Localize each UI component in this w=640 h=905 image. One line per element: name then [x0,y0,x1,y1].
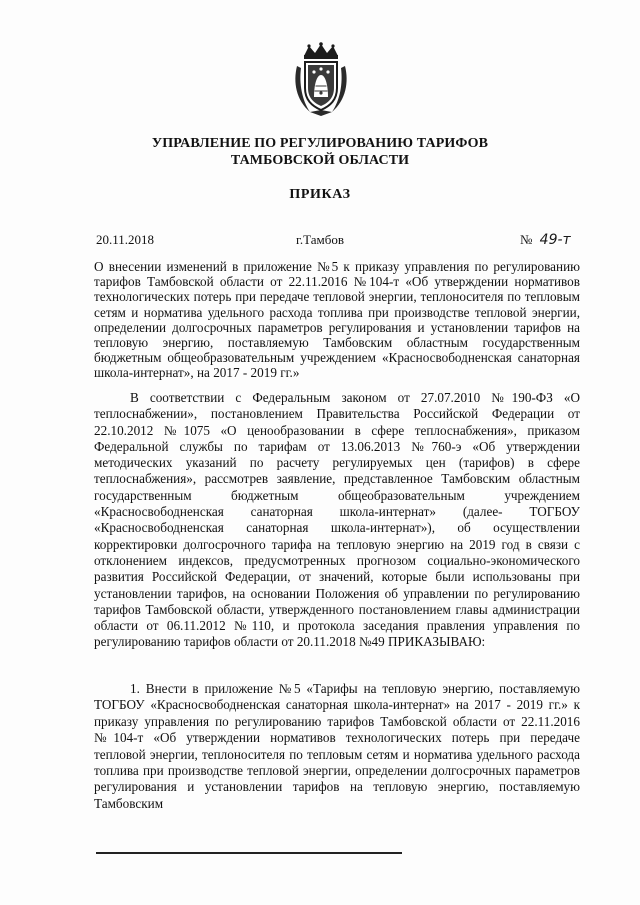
subject-text: О внесении изменений в приложение №5 к приказу управления по регулированию тарифов Тамбовской области от 22.11.2016 №104-т «Об утверждении нормативов технологических потерь при передаче тепловой энергии, теплоносителя по тепловым сетям и норматива удельного расхода топлива при производстве тепловой энергии, определении долгосрочных параметров регулирования и установлении тарифов на тепловую энергию, поставляемую Тамбовским областным государственным бюджетным общеобразовательным учреждением «Красносвободненская санаторная школа-интернат», на 2017 - 2019 гг.» [94,259,580,381]
order-city: г.Тамбов [296,232,344,247]
order-subject [94,259,580,381]
document-type-title: ПРИКАЗ [289,187,351,202]
number-sign: № [520,232,533,247]
footnote-separator [96,852,402,854]
order-date: 20.11.2018 [96,232,155,247]
issuing-authority [0,135,640,169]
coat-of-arms-icon [290,42,352,118]
order-item-1 [94,681,580,812]
preamble-text: В соответствии с Федеральным законом от 27.07.2010 №190-ФЗ «О теплоснабжении», постановлением Правительства Российской Федерации от 22.10.2012 №1075 «О ценообразовании в сфере теплоснабжения», приказом Федеральной службы по тарифам от 13.06.2013 №760-э «Об утверждении методических указаний по расчету регулируемых цен (тарифов) в сфере теплоснабжения», рассмотрев заявление, представленное Тамбовским областным государственным бюджетным общеобразовательным учреждением «Красносвободненская санаторная школа-интернат» (далее- ТОГБОУ «Красносвободненская санаторная школа-интернат»), об осуществлении корректировки долгосрочного тарифа на тепловую энергию на 2019 год в связи с отклонением индексов, предусмотренных прогнозом социально-экономического развития Российской Федерации, от значений, которые были использованы при установлении тарифов, на основании Положения об управлении по регулированию тарифов Тамбовской области, утвержденного постановлением главы администрации области от 06.11.2012 №110, и протокола заседания правления управления по регулированию тарифов области от 20.11.2018 №49 ПРИКАЗЫВАЮ: [94,390,580,650]
order-number [520,232,571,248]
authority-line-1: УПРАВЛЕНИЕ ПО РЕГУЛИРОВАНИЮ ТАРИФОВ [151,136,489,151]
authority-line-2: ТАМБОВСКОЙ ОБЛАСТИ [230,153,410,168]
item-1-text: 1. Внести в приложение №5 «Тарифы на тепловую энергию, поставляемую ТОГБОУ «Красносвободненская санаторная школа-интернат» на 2017 - 2019 гг.» к приказу управления по регулированию тарифов Тамбовской области от 22.11.2016 №104-т «Об утверждении нормативов технологических потерь при передаче тепловой энергии, теплоносителя по тепловым сетям и норматива удельного расхода топлива при производстве тепловой энергии, определении долгосрочных параметров регулирования и установлении тарифов на тепловую энергию, поставляемую Тамбовским [94,681,580,811]
order-preamble [94,390,580,651]
handwritten-order-number: 49-т [539,232,571,248]
